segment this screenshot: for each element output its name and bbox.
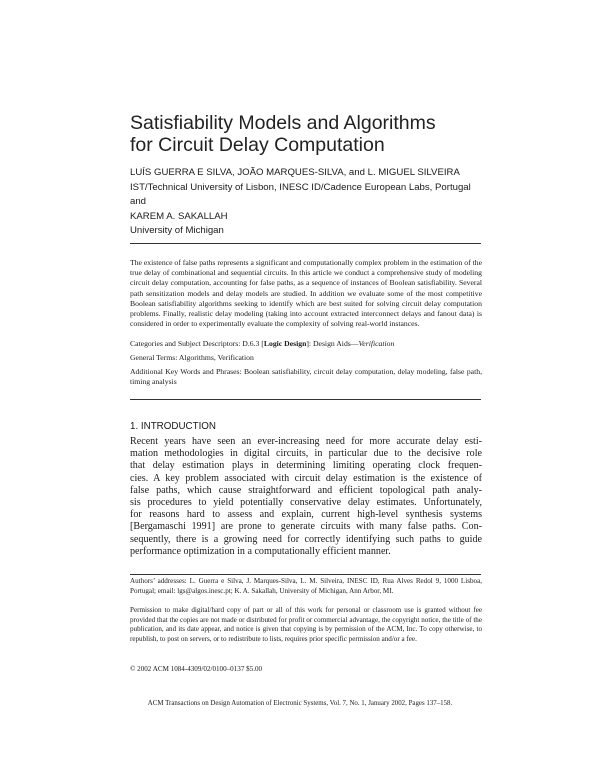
header-divider (130, 243, 481, 244)
categories-middle: ]: Design Aids— (306, 339, 359, 348)
abstract: The existence of false paths represents a significant and computationally complex problem in the estimation of the true delay of combinational and sequential circuits. In this article we conduct a comprehensive study of modeling circuit delay computation, accounting for false paths, as a sequence of instances of Boolean satisfiability. Several path sensitization models and delay models are studied. In addition we evaluate some of the most competitive Boolean satisfiability algorithms seeking to identify which are best suited for solving circuit delay computation problems. Finally, realistic delay modeling (taking into account extracted interconnect delays and fanout data) is considered in order to experimentally evaluate the complexity of solving real-world instances. (130, 258, 482, 329)
body-line: false paths, which cause straightforward and efficient topological path analy- (130, 484, 482, 496)
categories-prefix: Categories and Subject Descriptors: D.6.3 [ (130, 339, 264, 348)
body-line: [Bergamaschi 1991] are prone to generate circuits with many false paths. Con- (130, 521, 482, 533)
copyright-line: © 2002 ACM 1084-4309/02/0100–0137 $5.00 (130, 665, 263, 673)
body-line: sequently, there is a growing need for correctly identifying such paths to guide (130, 533, 482, 545)
affiliation-2: University of Michigan (130, 225, 224, 237)
categories-italic: Verification (358, 339, 395, 348)
footnote-divider (130, 574, 481, 575)
journal-footer: ACM Transactions on Design Automation of Electronic Systems, Vol. 7, No. 1, January 2002, Pages 137–158. (147, 700, 453, 707)
body-line: mation methodologies in digital circuits, in particular due to the decisive role (130, 448, 482, 460)
section-heading: 1. INTRODUCTION (130, 421, 216, 432)
body-line: cies. A key problem associated with circuit delay estimation is the existence of (130, 472, 482, 484)
body-line: for reasons hard to assess and explain, current high-level synthesis systems (130, 509, 482, 521)
body-line: performance optimization in a computationally efficient manner. (130, 545, 391, 557)
body-line: sis procedures to yield potentially conservative delay estimates. Unfortunately, (130, 497, 482, 509)
title-line-1: Satisfiability Models and Algorithms (130, 112, 436, 134)
body-line: that delay estimation plays in determining limiting operating clock frequen- (130, 460, 482, 472)
general-terms: General Terms: Algorithms, Verification (130, 353, 254, 362)
authors-line-2: KAREM A. SAKALLAH (130, 210, 228, 222)
body-line: Recent years have seen an ever-increasing need for more accurate delay esti- (130, 436, 482, 447)
title-line-2: for Circuit Delay Computation (130, 134, 385, 156)
permission-notice: Permission to make digital/hard copy of part or all of this work for personal or classroom use is granted without fee provided that the copies are not made or distributed for profit or commercial advantage, the copyright notice, the title of the publication, and its date appear, and notice is given that copying is by permission of the ACM, Inc. To copy otherwise, to republish, to post on servers, or to redistribute to lists, requires prior specific permission and/or a fee. (130, 606, 482, 643)
affiliation-1a: IST/Technical University of Lisbon, INESC ID/Cadence European Labs, Portugal (130, 181, 471, 193)
authors-line-1: LUÍS GUERRA E SILVA, JOÃO MARQUES-SILVA, and L. MIGUEL SILVEIRA (130, 167, 460, 178)
affiliation-1b: and (130, 196, 147, 208)
keywords: Additional Key Words and Phrases: Boolean satisfiability, circuit delay computation, delay modeling, false path, timing analysis (130, 367, 482, 387)
abstract-divider (130, 399, 481, 400)
authors-addresses: Authors’ addresses: L. Guerra e Silva, J. Marques-Silva, L. M. Silveira, INESC ID, Rua Alves Redol 9, 1000 Lisboa, Portugal; email: lgs@algos.inesc.pt; K. A. Sakallah, University of Michigan, Ann Arbor, MI. (130, 577, 482, 595)
categories (130, 339, 482, 349)
paper-title (130, 112, 490, 156)
introduction-body (130, 436, 482, 558)
categories-bold: Logic Design (263, 339, 307, 348)
author-block (130, 166, 490, 239)
